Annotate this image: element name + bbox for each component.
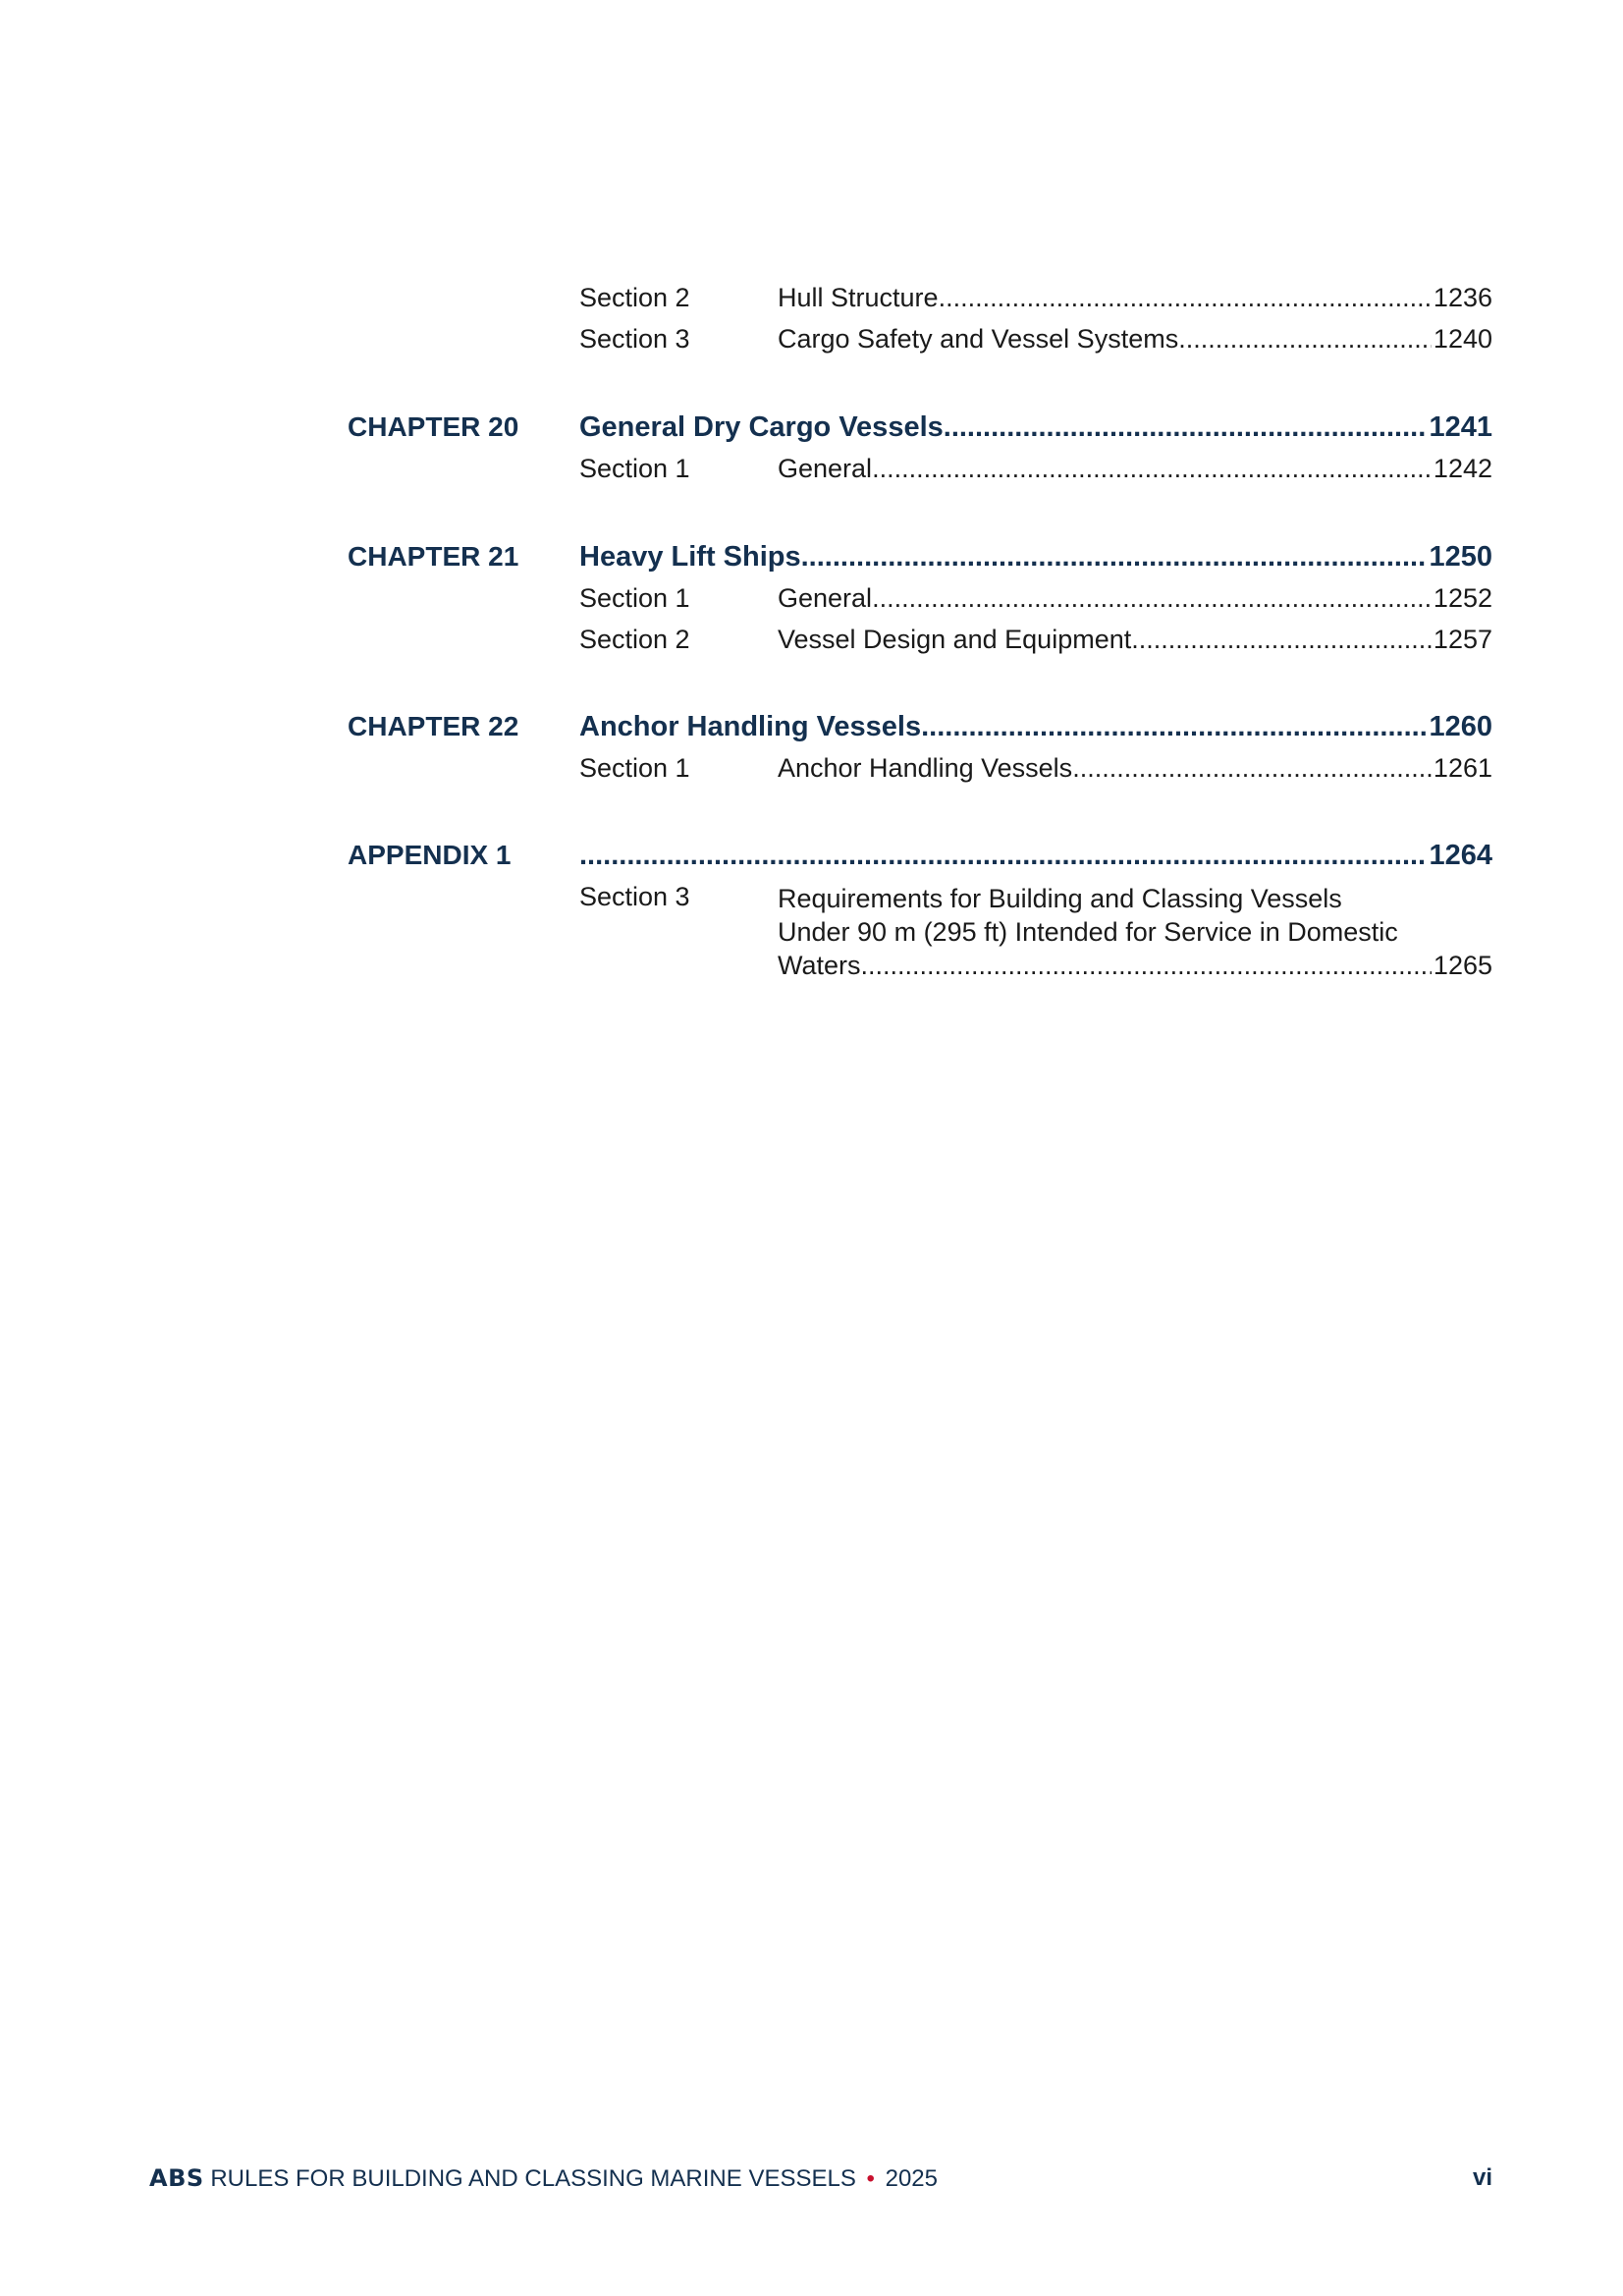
appendix-entry[interactable] xyxy=(579,840,1492,872)
dot-leader xyxy=(939,283,1432,313)
section-label: Section 1 xyxy=(579,454,690,483)
section-entry[interactable] xyxy=(778,454,1492,484)
section-title: General xyxy=(778,583,873,613)
chapter-entry[interactable] xyxy=(579,711,1492,743)
toc-section-row[interactable] xyxy=(0,283,1623,322)
toc-chapter-row[interactable] xyxy=(0,411,1623,451)
section-label: Section 2 xyxy=(579,625,690,654)
footer-title: RULES FOR BUILDING AND CLASSING MARINE VESSELS xyxy=(210,2165,856,2192)
dot-leader xyxy=(579,840,1427,872)
section-label: Section 2 xyxy=(579,283,690,312)
chapter-entry[interactable] xyxy=(579,541,1492,574)
page-number: 1240 xyxy=(1433,324,1492,354)
chapter-title: Anchor Handling Vessels xyxy=(579,711,922,742)
page-number: 1252 xyxy=(1433,583,1492,613)
page-number: 1261 xyxy=(1433,753,1492,783)
footer-year: 2025 xyxy=(885,2165,938,2192)
chapter-title: Heavy Lift Ships xyxy=(579,541,801,573)
dot-leader xyxy=(872,454,1432,484)
section-label: Section 1 xyxy=(579,753,690,783)
toc-section-row[interactable] xyxy=(0,583,1623,623)
dot-leader xyxy=(1178,324,1432,355)
section-title: Hull Structure xyxy=(778,283,939,312)
section-title: Cargo Safety and Vessel Systems xyxy=(778,324,1179,354)
footer-left xyxy=(149,2164,938,2193)
page-number: 1236 xyxy=(1433,283,1492,312)
section-title-line: Under 90 m (295 ft) Intended for Service in Domestic xyxy=(778,917,1398,947)
chapter-label: CHAPTER 20 xyxy=(348,411,519,442)
section-title: Vessel Design and Equipment xyxy=(778,625,1132,654)
page-number: 1264 xyxy=(1429,840,1492,871)
chapter-label: CHAPTER 21 xyxy=(348,541,519,572)
toc-appendix-row[interactable] xyxy=(0,840,1623,879)
footer-page-number: vi xyxy=(1472,2164,1492,2191)
page-number: 1241 xyxy=(1429,411,1492,443)
chapter-entry[interactable] xyxy=(579,411,1492,444)
toc-section-row[interactable] xyxy=(0,454,1623,493)
section-entry[interactable] xyxy=(778,753,1492,784)
page-number: 1242 xyxy=(1433,454,1492,483)
section-label: Section 3 xyxy=(579,324,690,354)
section-title-line: Requirements for Building and Classing Vessels xyxy=(778,884,1342,913)
section-title-line: Waters xyxy=(778,951,861,980)
section-entry[interactable] xyxy=(778,324,1492,355)
dot-leader xyxy=(921,711,1427,743)
page-footer xyxy=(149,2164,1492,2198)
section-entry[interactable] xyxy=(778,283,1492,313)
section-label: Section 1 xyxy=(579,583,690,613)
dot-leader xyxy=(872,583,1432,614)
dot-leader xyxy=(944,411,1428,444)
section-title: General xyxy=(778,454,873,483)
footer-bullet: • xyxy=(866,2165,875,2192)
dot-leader xyxy=(801,541,1428,574)
toc-chapter-row[interactable] xyxy=(0,711,1623,750)
page-number: 1265 xyxy=(1433,951,1492,980)
page-number: 1260 xyxy=(1429,711,1492,742)
section-entry[interactable] xyxy=(778,625,1492,655)
toc-section-row[interactable] xyxy=(0,753,1623,793)
dot-leader xyxy=(1072,753,1432,784)
toc-section-row[interactable] xyxy=(0,625,1623,664)
section-title-last-line xyxy=(778,949,1492,982)
appendix-label: APPENDIX 1 xyxy=(348,840,512,870)
section-entry[interactable] xyxy=(778,583,1492,614)
section-label: Section 3 xyxy=(579,882,690,911)
toc-section-row[interactable] xyxy=(0,882,1623,990)
dot-leader xyxy=(1131,625,1432,655)
toc-section-row[interactable] xyxy=(0,324,1623,363)
chapter-label: CHAPTER 22 xyxy=(348,711,519,741)
abs-logo: ABS xyxy=(149,2164,204,2192)
section-title: Anchor Handling Vessels xyxy=(778,753,1073,783)
toc-chapter-row[interactable] xyxy=(0,541,1623,580)
chapter-title: General Dry Cargo Vessels xyxy=(579,411,944,443)
section-entry-multiline[interactable] xyxy=(778,882,1492,982)
dot-leader xyxy=(861,949,1432,982)
page-number: 1257 xyxy=(1433,625,1492,654)
page-number: 1250 xyxy=(1429,541,1492,573)
